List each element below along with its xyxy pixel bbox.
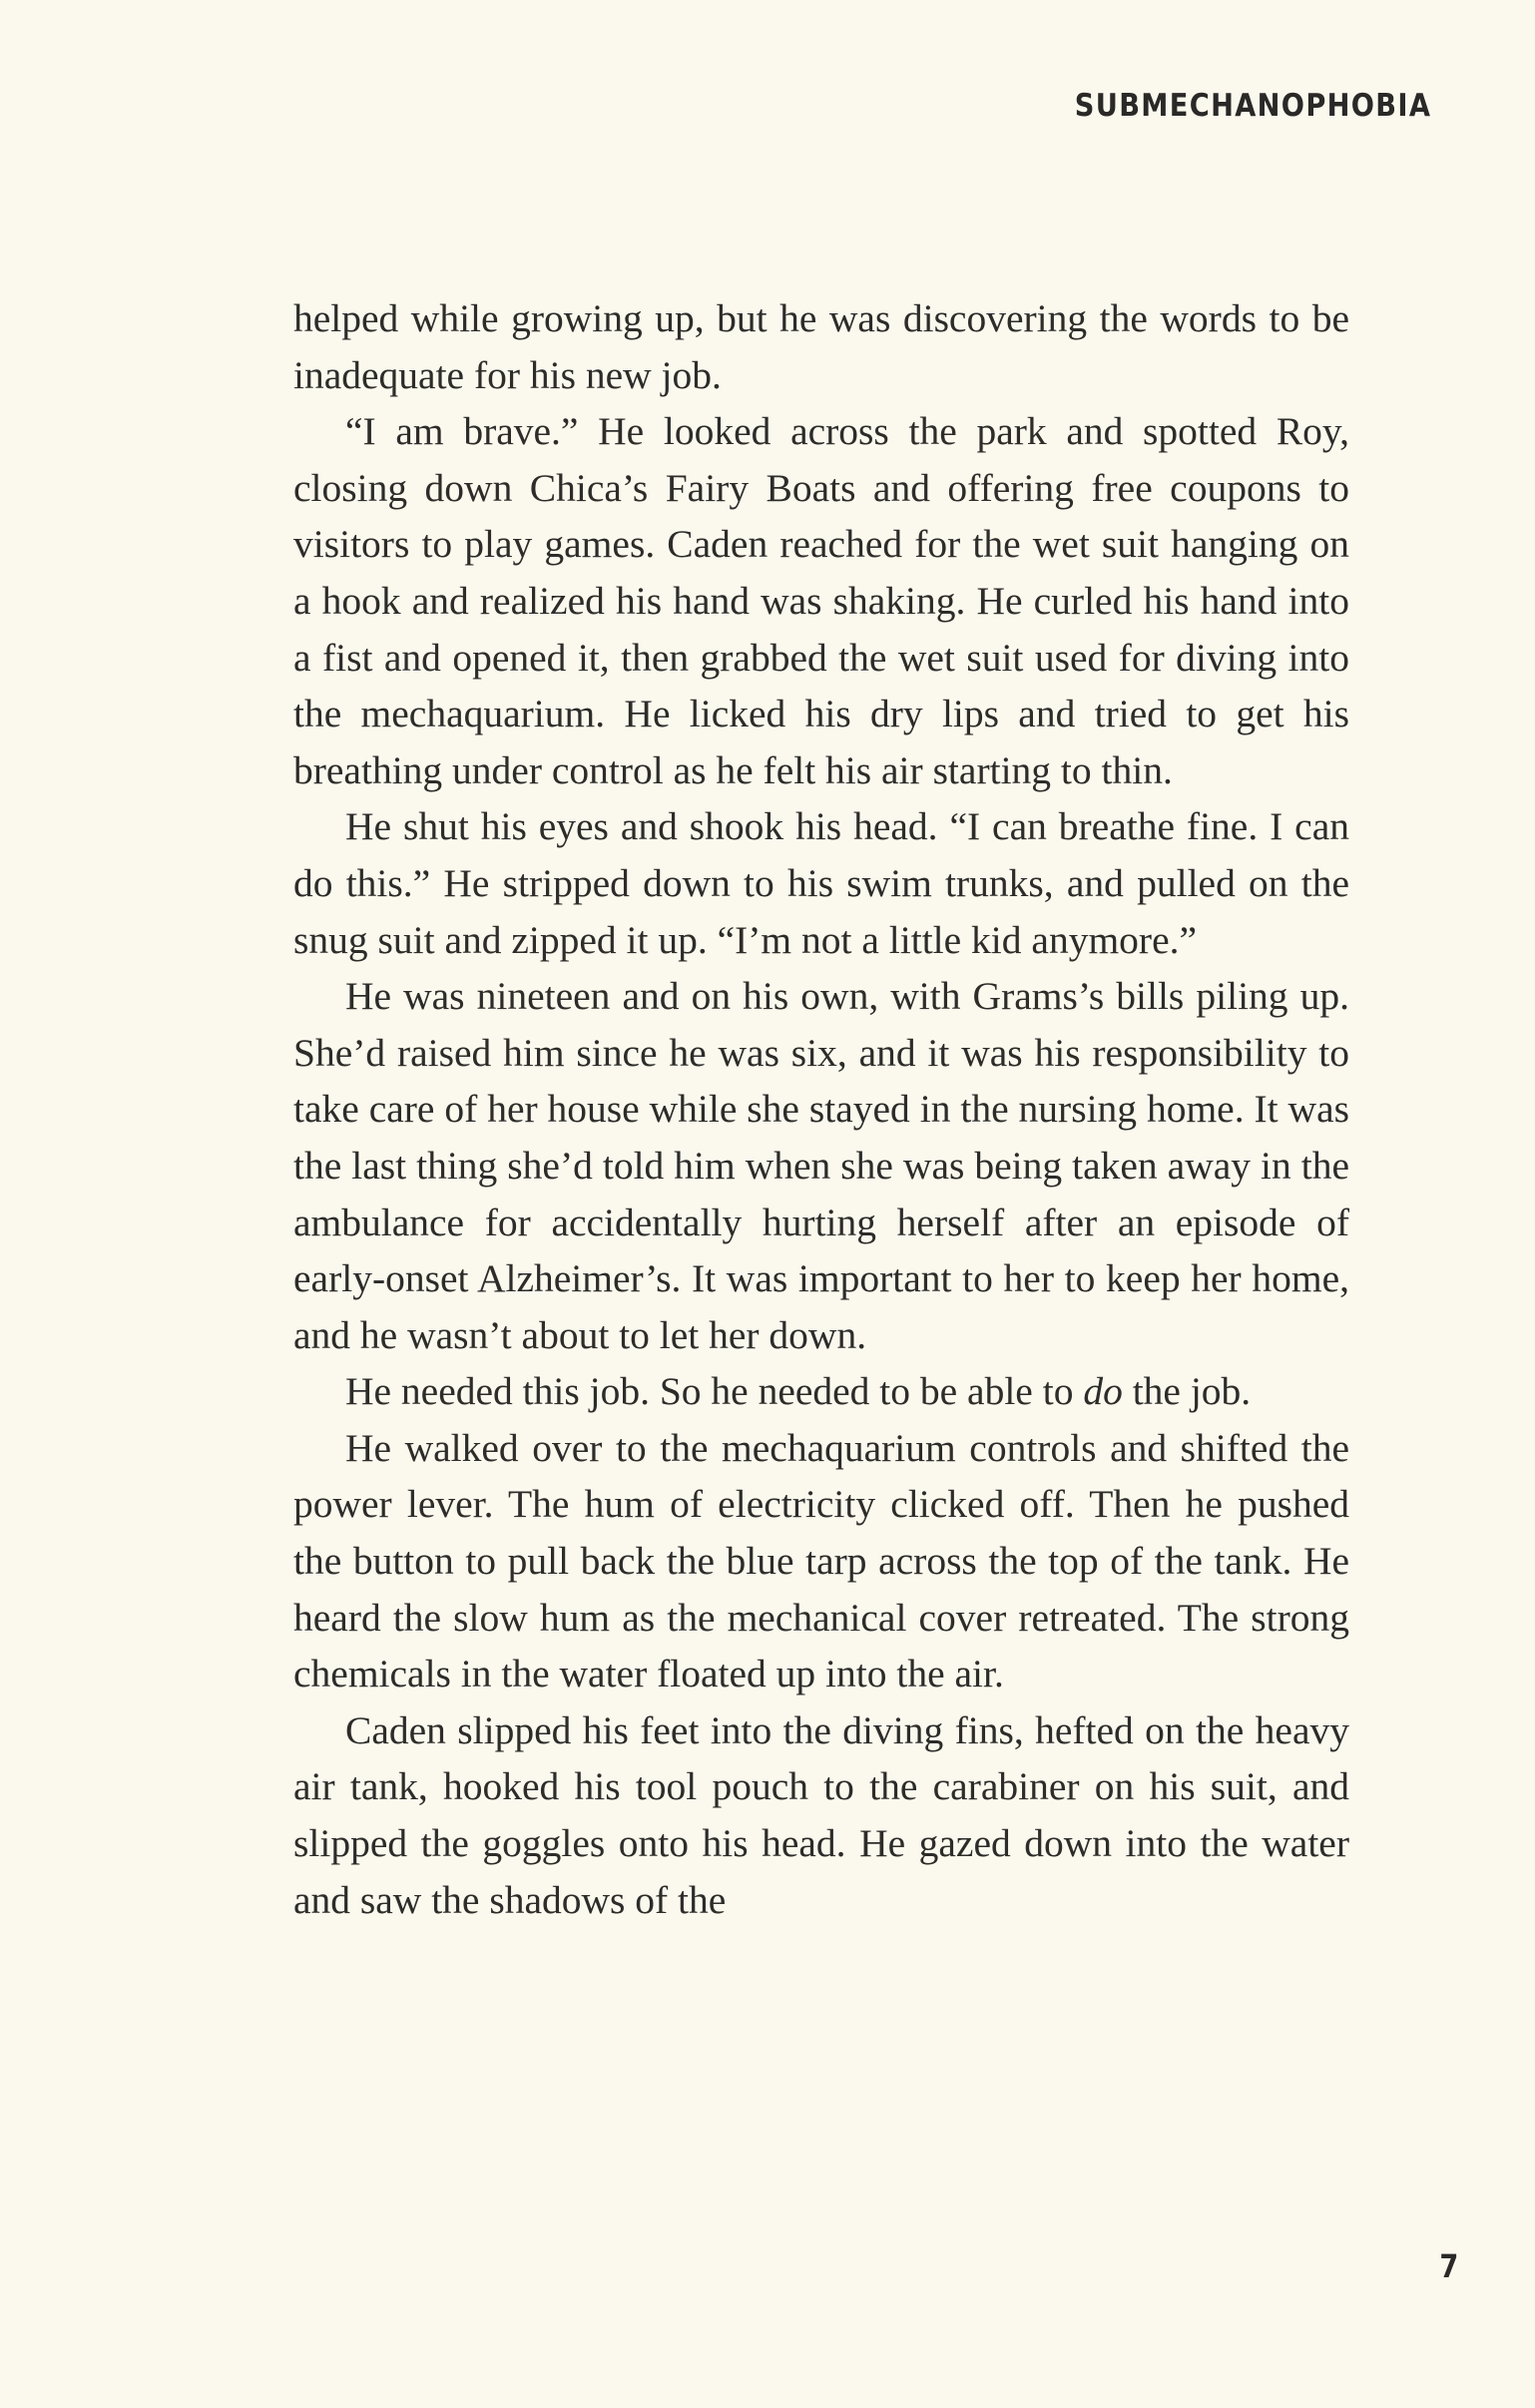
paragraph-5-text-before: He needed this job. So he needed to be able to [345, 1369, 1084, 1414]
paragraph-5-text-after: the job. [1122, 1369, 1252, 1414]
body-text [293, 290, 1349, 1928]
paragraph-3: He shut his eyes and shook his head. “I can breathe fine. I can do this.” He stripped down to his swim trunks, and pulled on the snug suit and zipped it up. “I’m not a little kid anymore.” [293, 804, 1349, 962]
running-head: SUBMECHANOPHOBIA [1074, 88, 1431, 124]
paragraph-7: Caden slipped his feet into the diving fins, hefted on the heavy air tank, hooked his tool pouch to the carabiner on his suit, and slipped the goggles onto his head. He gazed down into the water and saw the shadows of the [293, 1707, 1349, 1922]
paragraph-5 [293, 1363, 1349, 1420]
paragraph-5-emphasis: do [1083, 1369, 1123, 1414]
page-number: 7 [1439, 2247, 1458, 2285]
paragraph-6: He walked over to the mechaquarium controls and shifted the power lever. The hum of electricity clicked off. Then he pushed the button to pull back the blue tarp across the top of the tank. He heard the slow hum as the mechanical cover retreated. The strong chemicals in the water floated up into the air. [293, 1425, 1349, 1696]
paragraph-1: helped while growing up, but he was discovering the words to be inadequate for his new job. [293, 296, 1349, 397]
paragraph-4: He was nineteen and on his own, with Grams’s bills piling up. She’d raised him since he was six, and it was his responsibility to take care of her house while she stayed in the nursing home. It was the last thing she’d told him when she was being taken away in the ambulance for accidentally hurting herself after an episode of early-onset Alzheimer’s. It was important to her to keep her home, and he wasn’t about to let her down. [293, 974, 1349, 1357]
paragraph-2: “I am brave.” He looked across the park and spotted Roy, closing down Chica’s Fairy Boats and offering free coupons to visitors to play games. Caden reached for the wet suit hanging on a hook and realized his hand was shaking. He curled his hand into a fist and opened it, then grabbed the wet suit used for diving into the mechaquarium. He licked his dry lips and tried to get his breathing under control as he felt his air starting to thin. [293, 409, 1349, 792]
